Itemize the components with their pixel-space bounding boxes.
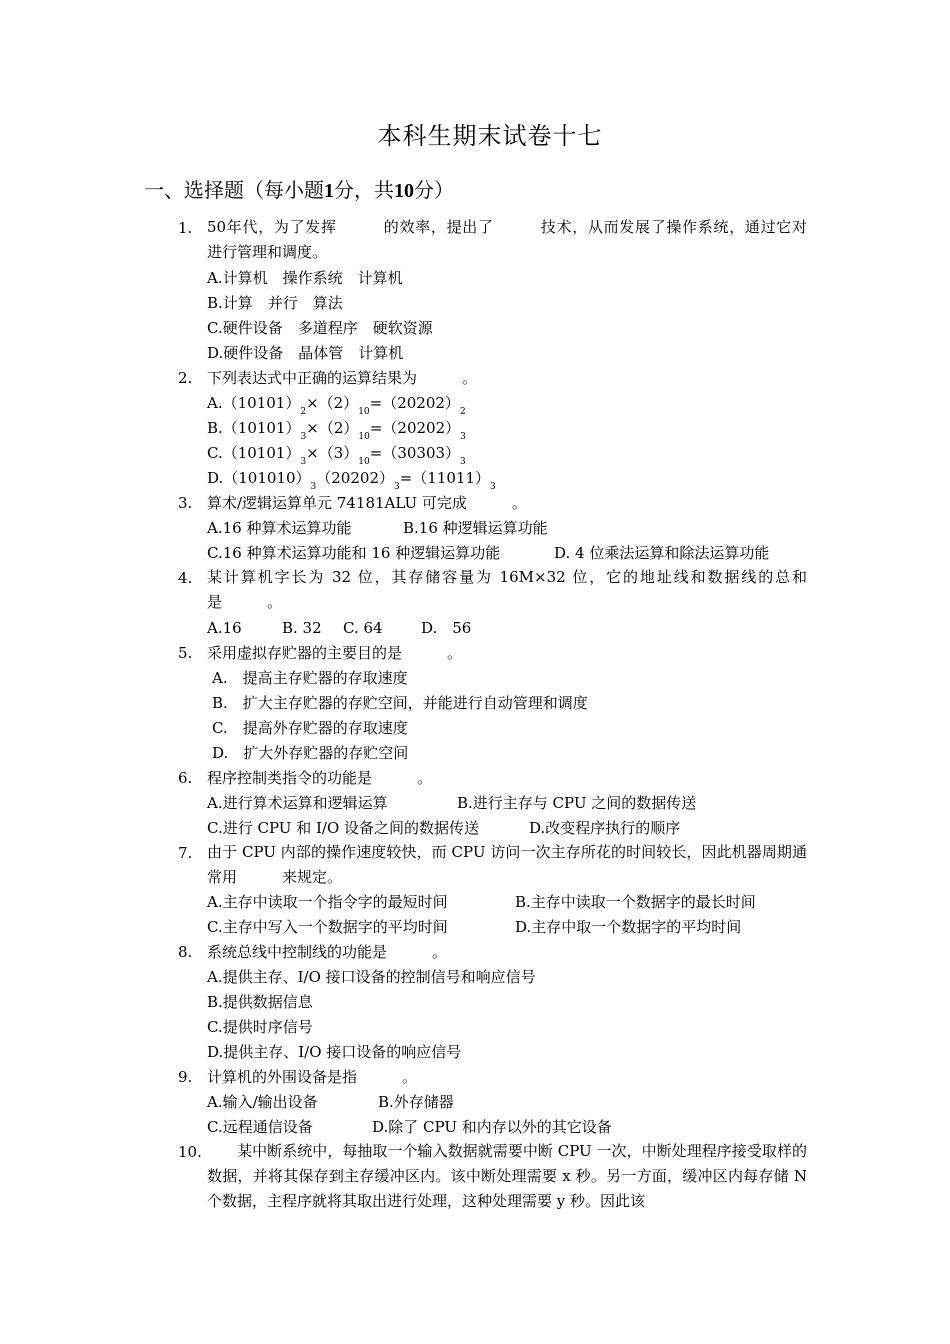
question-number: 8.: [178, 943, 193, 961]
option-a: A.16 种算术运算功能: [207, 519, 352, 537]
question-stem: 某中断系统中，每抽取一个输入数据就需要中断 CPU 一次，中断处理程序接受取样的数据，并将其保存到主存缓冲区内。该中断处理需要 x 秒。另一方面，缓冲区内每存储 N 个数据，主程序就将其取出进行处理，这种处理需要 y 秒。因此该: [207, 1142, 807, 1210]
option-c: C.远程通信设备: [207, 1118, 313, 1136]
section-mid: 分，共: [334, 178, 394, 202]
option-b: B.提供数据信息: [207, 993, 313, 1011]
question-stem: 采用虚拟存贮器的主要目的是 。: [207, 644, 463, 662]
formula-c: $C.(10101)_3\times(3)_{10}=(30303)_3$: [207, 444, 466, 467]
option-a: A.计算机 操作系统 计算机: [207, 269, 403, 287]
section-prefix: 一、选择题（每小题: [144, 178, 324, 202]
question-stem: 某计算机字长为 32 位，其存储容量为 16M×32 位，它的地址线和数据线的总和是 。: [207, 568, 807, 611]
section-suffix: 分）: [414, 178, 454, 202]
formula-a: $A.(10101)_2\times(2)_{10}=(20202)_2$: [207, 394, 466, 417]
option-b: B.外存储器: [378, 1093, 454, 1111]
option-c: C.进行 CPU 和 I/O 设备之间的数据传送: [207, 819, 480, 837]
formula-d: $D.(101010)_3(20202)_3=(11011)_3$: [207, 469, 496, 492]
option-c: C.主存中写入一个数据字的平均时间: [207, 918, 448, 936]
option-d: D. 56: [421, 619, 472, 637]
question-stem: 由于 CPU 内部的操作速度较快，而 CPU 访问一次主存所花的时间较长，因此机器周期通常用 来规定。: [207, 843, 807, 886]
option-b: B.主存中读取一个数据字的最长时间: [515, 893, 756, 911]
option-a: A.提供主存、I/O 接口设备的控制信号和响应信号: [207, 968, 536, 986]
option-b: B.进行主存与 CPU 之间的数据传送: [457, 794, 697, 812]
section-total-score: 10: [394, 180, 414, 202]
option-a: A.16: [207, 619, 242, 637]
formula-b: $B.(10101)_3\times(2)_{10}=(20202)_3$: [207, 419, 466, 442]
question-stem: 程序控制类指令的功能是 。: [207, 769, 433, 787]
option-d: D.提供主存、I/O 接口设备的响应信号: [207, 1043, 462, 1061]
option-a: A.进行算术运算和逻辑运算: [207, 794, 388, 812]
option-a: A.输入/输出设备: [207, 1093, 318, 1111]
option-d: D.硬件设备 晶体管 计算机: [207, 344, 404, 362]
section-heading: [144, 174, 454, 203]
question-number: 6.: [178, 769, 193, 787]
question-number: 5.: [178, 644, 193, 662]
question-number: 1.: [178, 219, 193, 237]
option-d: D. 4 位乘法运算和除法运算功能: [554, 544, 770, 562]
question-number: 7.: [178, 844, 193, 862]
option-a: A. 提高主存贮器的存取速度: [212, 669, 408, 687]
option-c: C.16 种算术运算功能和 16 种逻辑运算功能: [207, 544, 501, 562]
option-b: B. 扩大主存贮器的存贮空间，并能进行自动管理和调度: [212, 694, 588, 712]
option-c: C.提供时序信号: [207, 1018, 313, 1036]
question-stem: 系统总线中控制线的功能是 。: [207, 943, 448, 961]
question-stem: 下列表达式中正确的运算结果为 。: [207, 369, 478, 387]
option-b: B. 32: [282, 619, 322, 637]
option-c: C. 提高外存贮器的存取速度: [212, 719, 408, 737]
question-number: 9.: [178, 1068, 193, 1086]
question-number: 2.: [178, 369, 193, 387]
question-stem: 50年代，为了发挥 的效率，提出了 技术，从而发展了操作系统，通过它对 进行管理和调度。: [207, 218, 853, 261]
question-stem: 计算机的外围设备是指 。: [207, 1068, 418, 1086]
option-d: D. 扩大外存贮器的存贮空间: [212, 744, 409, 762]
option-d: D.主存中取一个数据字的平均时间: [515, 918, 742, 936]
option-d: D.改变程序执行的顺序: [529, 819, 681, 837]
option-b: B.计算 并行 算法: [207, 294, 343, 312]
option-b: B.16 种逻辑运算功能: [403, 519, 548, 537]
question-stem: 算术/逻辑运算单元 74181ALU 可完成 。: [207, 494, 527, 512]
option-c: C.硬件设备 多道程序 硬软资源: [207, 319, 433, 337]
question-number: 10.: [178, 1143, 202, 1161]
question-number: 4.: [178, 569, 193, 587]
question-number: 3.: [178, 494, 193, 512]
option-c: C. 64: [343, 619, 383, 637]
page-title: 本科生期末试卷十七: [377, 122, 603, 150]
option-a: A.主存中读取一个指令字的最短时间: [207, 893, 448, 911]
section-per-score: 1: [324, 180, 334, 202]
option-d: D.除了 CPU 和内存以外的其它设备: [372, 1118, 612, 1136]
